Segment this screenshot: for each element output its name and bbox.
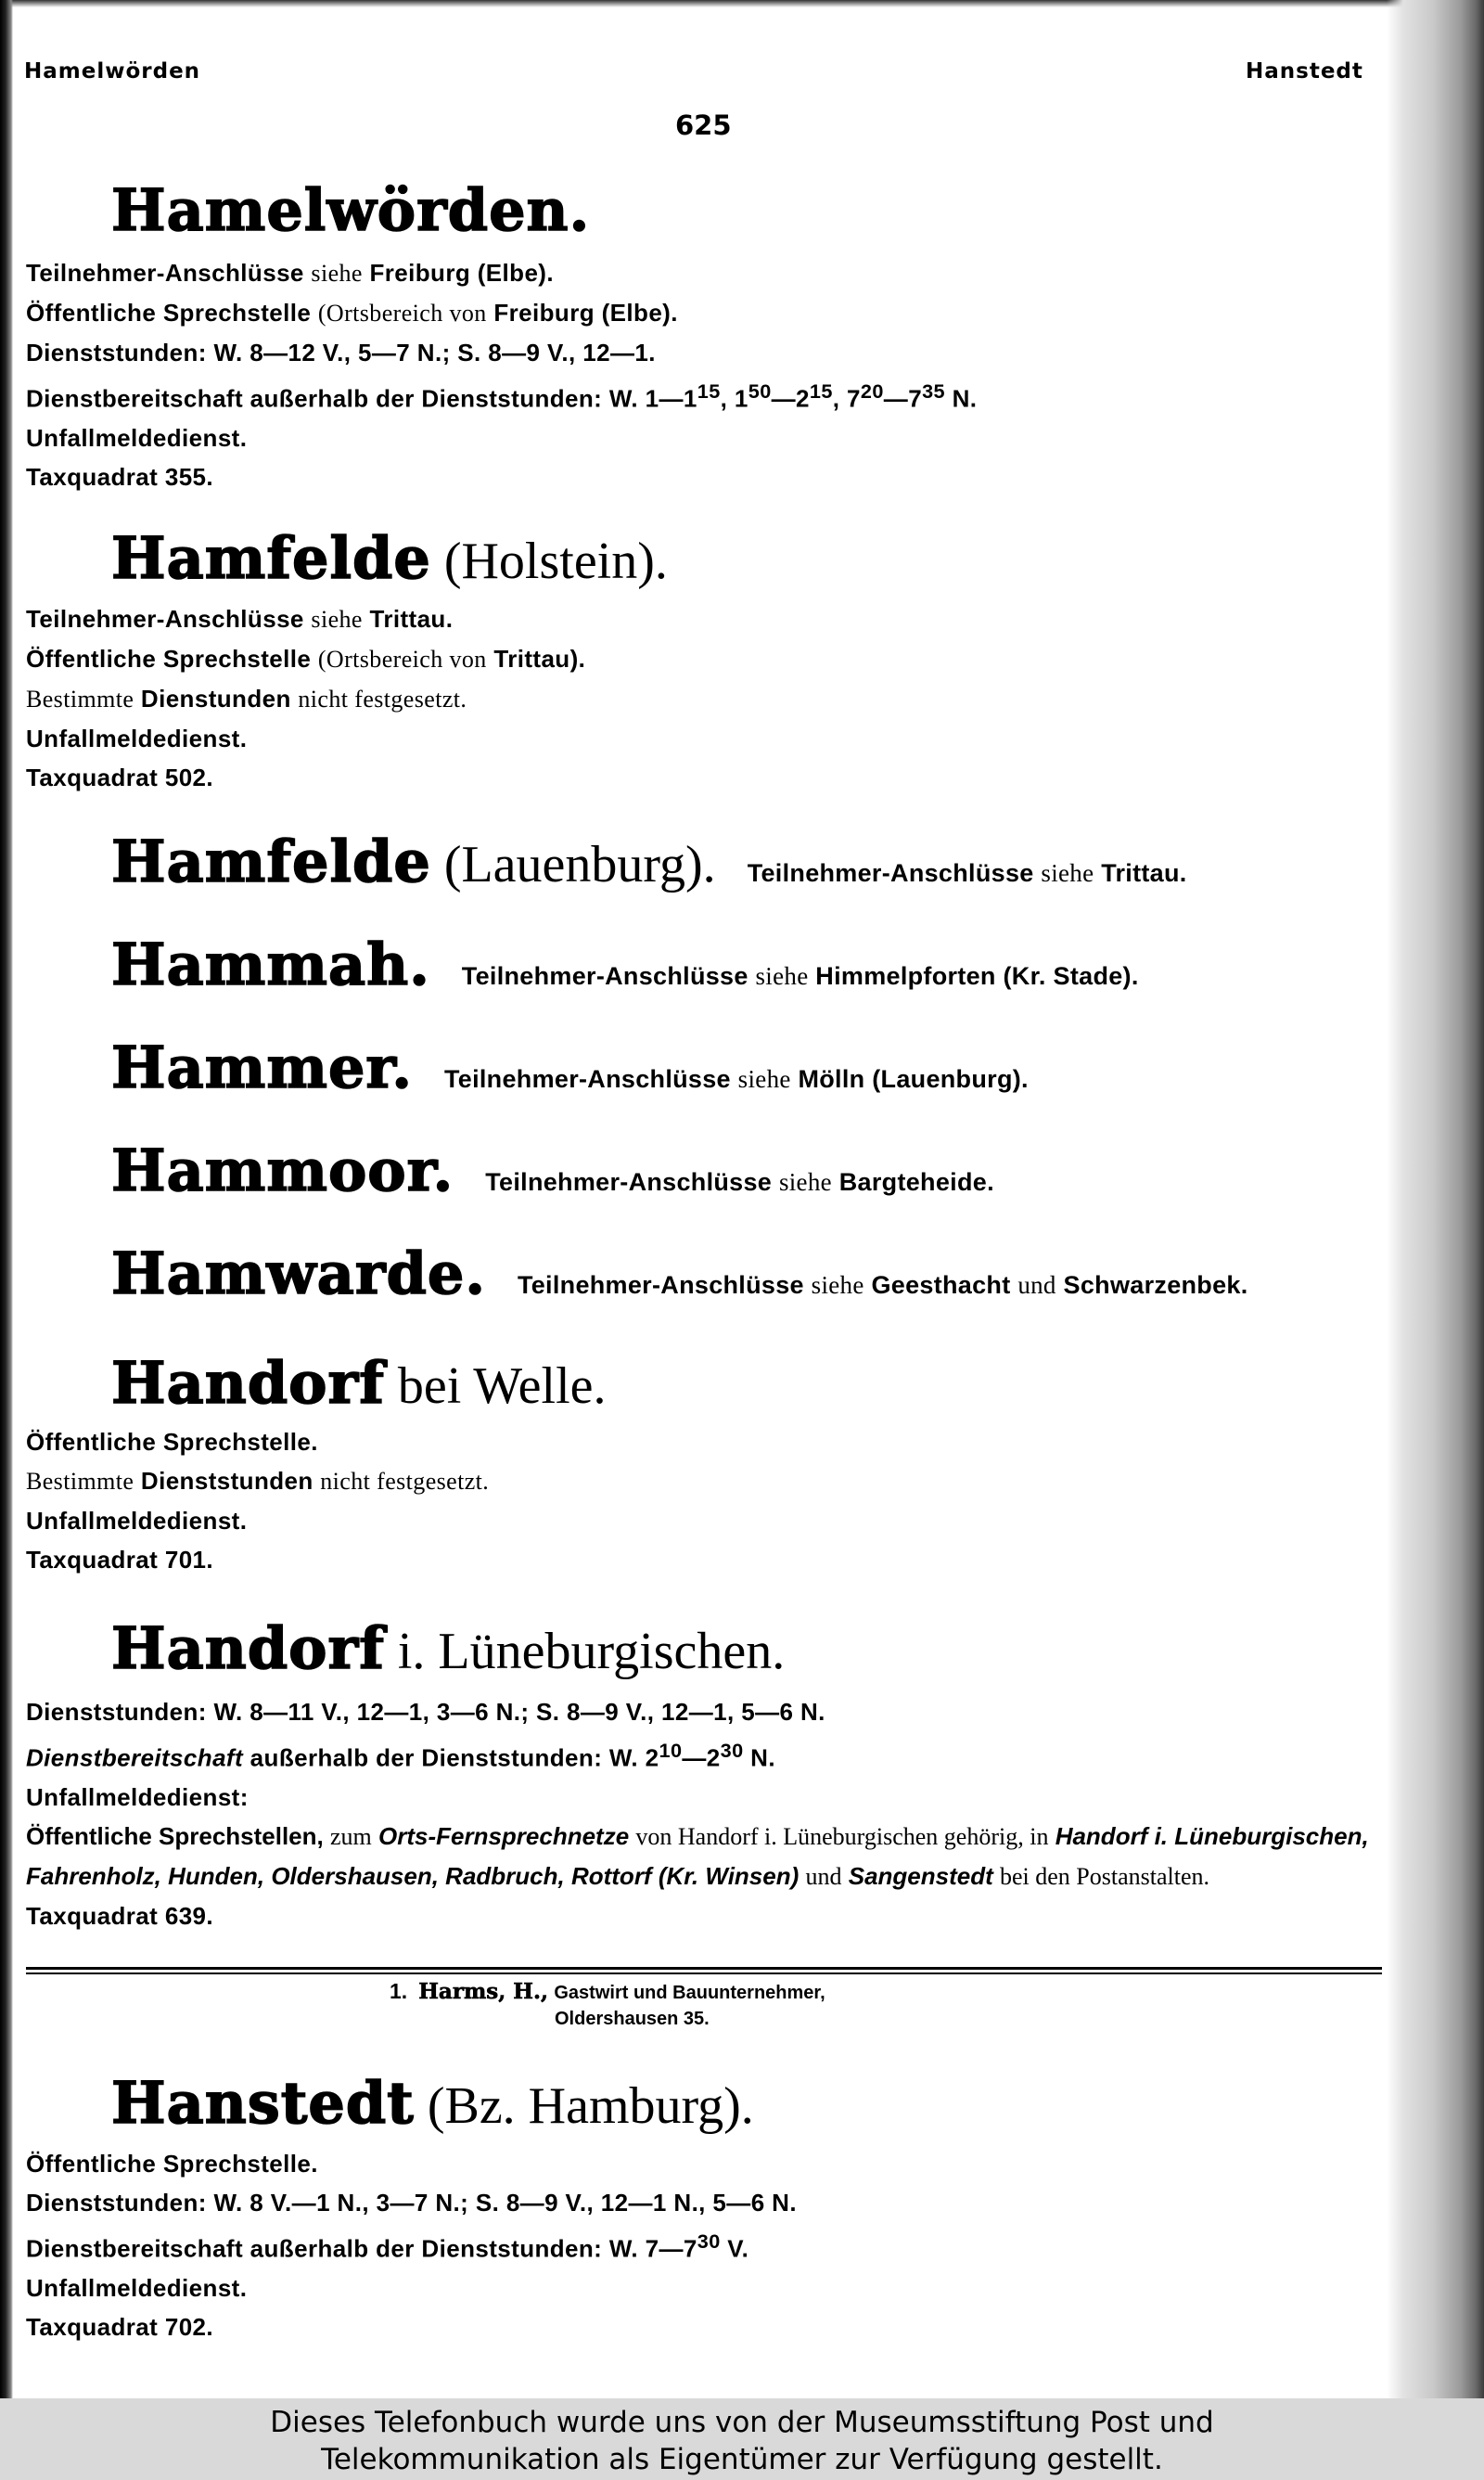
running-head-left: Hamelwörden (24, 59, 201, 84)
entry-line: Taxquadrat 502. (26, 764, 214, 791)
footnote-divider-thin (26, 1972, 1382, 1974)
place-suffix: (Lauenburg). (443, 836, 716, 893)
footer-line-1: Dieses Telefonbuch wurde uns von der Museumsstiftung Post und (270, 2406, 1214, 2439)
place-name: Hamfelde (111, 828, 431, 895)
footnote-number: 1. (390, 1979, 408, 2003)
place-name: Hanstedt (111, 2069, 415, 2137)
entry-line: Teilnehmer-Anschlüsse siehe Freiburg (Elbe). (26, 259, 554, 287)
entry-body-hamelwoerden (26, 253, 1389, 496)
entry-line: Unfallmeldedienst. (26, 423, 248, 452)
entry-line: Öffentliche Sprechstelle (Ortsbereich von Trittau). (26, 645, 586, 673)
entry-line: Dienstbereitschaft außerhalb der Dienststunden: W. $1—1^{15}$, $1^{50}—2^{15}$, $7^{20}—7^{35}$ N. (26, 379, 978, 413)
entry-line: Öffentliche Sprechstelle. (26, 2150, 318, 2178)
place-name: Hamwarde. (111, 1240, 486, 1307)
place-suffix: (Holstein). (443, 533, 668, 590)
cross-reference: Teilnehmer-Anschlüsse siehe Bargteheide. (485, 1168, 994, 1196)
entry-paragraph: Öffentliche Sprechstellen, zum Orts-Fernsprechnetze von Handorf i. Lüneburgischen gehörig, in Handorf i. Lüneburgischen, Fahrenholz, Hunden, Oldershausen, Radbruch, Rottorf (Kr. Winsen) und Sangenstedt bei den Postanstalten. (26, 1821, 1369, 1890)
entry-heading-handorf-welle (111, 1349, 606, 1417)
footnote-occupation: Gastwirt und Bauunternehmer, (554, 1983, 825, 2003)
entry-line: Bestimmte Dienstunden nicht festgesetzt. (26, 685, 467, 713)
entry-line: Bestimmte Dienststunden nicht festgesetzt. (26, 1467, 490, 1495)
entry-line: Taxquadrat 355. (26, 462, 214, 491)
entry-body-hanstedt (26, 2144, 1389, 2346)
entry-line: Taxquadrat 702. (26, 2312, 214, 2341)
place-suffix: bei Welle. (397, 1357, 607, 1415)
cross-reference: Teilnehmer-Anschlüsse siehe Trittau. (747, 859, 1187, 887)
footnote-name: Harms, H., (418, 1979, 548, 2004)
footer-line-2: Telekommunikation als Eigentümer zur Verfügung gestellt. (321, 2443, 1163, 2476)
place-name: Hamelwörden. (111, 176, 591, 244)
scan-edge-top (0, 0, 1484, 7)
entry-heading-hamwarde (111, 1240, 1248, 1307)
entry-heading-hammah (111, 931, 1139, 998)
entry-line: Unfallmeldedienst. (26, 2273, 248, 2302)
entry-line: Dienststunden: W. 8—11 V., 12—1, 3—6 N.; S. 8—9 V., 12—1, 5—6 N. (26, 1698, 825, 1726)
footnote (390, 1978, 825, 2032)
place-name: Handorf (111, 1349, 385, 1417)
footnote-address: Oldershausen 35. (555, 2009, 710, 2029)
cross-reference: Teilnehmer-Anschlüsse siehe Mölln (Lauenburg). (443, 1065, 1029, 1093)
place-name: Handorf (111, 1614, 385, 1682)
entry-body-hamfelde-holstein (26, 599, 1389, 797)
entry-body-handorf-lueneburg (26, 1692, 1389, 1935)
cross-reference: Teilnehmer-Anschlüsse siehe Himmelpforten (Kr. Stade). (461, 962, 1139, 990)
entry-line: Dienstbereitschaft außerhalb der Dienststunden: W. $7—7^{30}$ V. (26, 2229, 749, 2263)
entry-line: Unfallmeldedienst. (26, 1507, 248, 1535)
entry-body-handorf-welle (26, 1422, 1389, 1579)
entry-heading-hamfelde-holstein (111, 524, 668, 592)
place-suffix: i. Lüneburgischen. (397, 1623, 786, 1680)
entry-heading-handorf-lueneburg (111, 1614, 785, 1682)
entry-heading-hanstedt (111, 2069, 754, 2137)
place-suffix: (Bz. Hamburg). (427, 2077, 754, 2135)
place-name: Hammer. (111, 1034, 413, 1101)
footnote-divider (26, 1967, 1382, 1970)
running-head-right: Hanstedt (1246, 59, 1363, 84)
entry-line: Dienstbereitschaft außerhalb der Dienststunden: W. $2^{10}—2^{30}$ N. (26, 1739, 775, 1772)
entry-line: Taxquadrat 639. (26, 1901, 214, 1930)
place-name: Hammoor. (111, 1137, 454, 1204)
entry-line: Dienststunden: W. 8 V.—1 N., 3—7 N.; S. 8—9 V., 12—1 N., 5—6 N. (26, 2189, 797, 2217)
page-number: 625 (675, 109, 732, 141)
entry-heading-hammoor (111, 1137, 994, 1204)
entry-line: Unfallmeldedienst: (26, 1782, 249, 1811)
place-name: Hammah. (111, 931, 430, 998)
entry-line: Öffentliche Sprechstelle (Ortsbereich von Freiburg (Elbe). (26, 299, 678, 327)
scan-edge-right (1387, 0, 1484, 2398)
entry-line: Dienststunden: W. 8—12 V., 5—7 N.; S. 8—9 V., 12—1. (26, 339, 656, 366)
entry-line: Teilnehmer-Anschlüsse siehe Trittau. (26, 605, 454, 633)
entry-heading-hammer (111, 1034, 1029, 1101)
entry-line: Öffentliche Sprechstelle. (26, 1428, 318, 1456)
entry-heading-hamfelde-lauenburg (111, 828, 1187, 895)
cross-reference: Teilnehmer-Anschlüsse siehe Geesthacht und Schwarzenbek. (517, 1271, 1248, 1299)
provenance-footer (0, 2398, 1484, 2480)
place-name: Hamfelde (111, 524, 431, 592)
entry-line: Taxquadrat 701. (26, 1546, 214, 1574)
entry-line: Unfallmeldedienst. (26, 725, 248, 752)
scan-edge-left (0, 0, 13, 2398)
entry-heading-hamelwoerden (111, 176, 590, 244)
